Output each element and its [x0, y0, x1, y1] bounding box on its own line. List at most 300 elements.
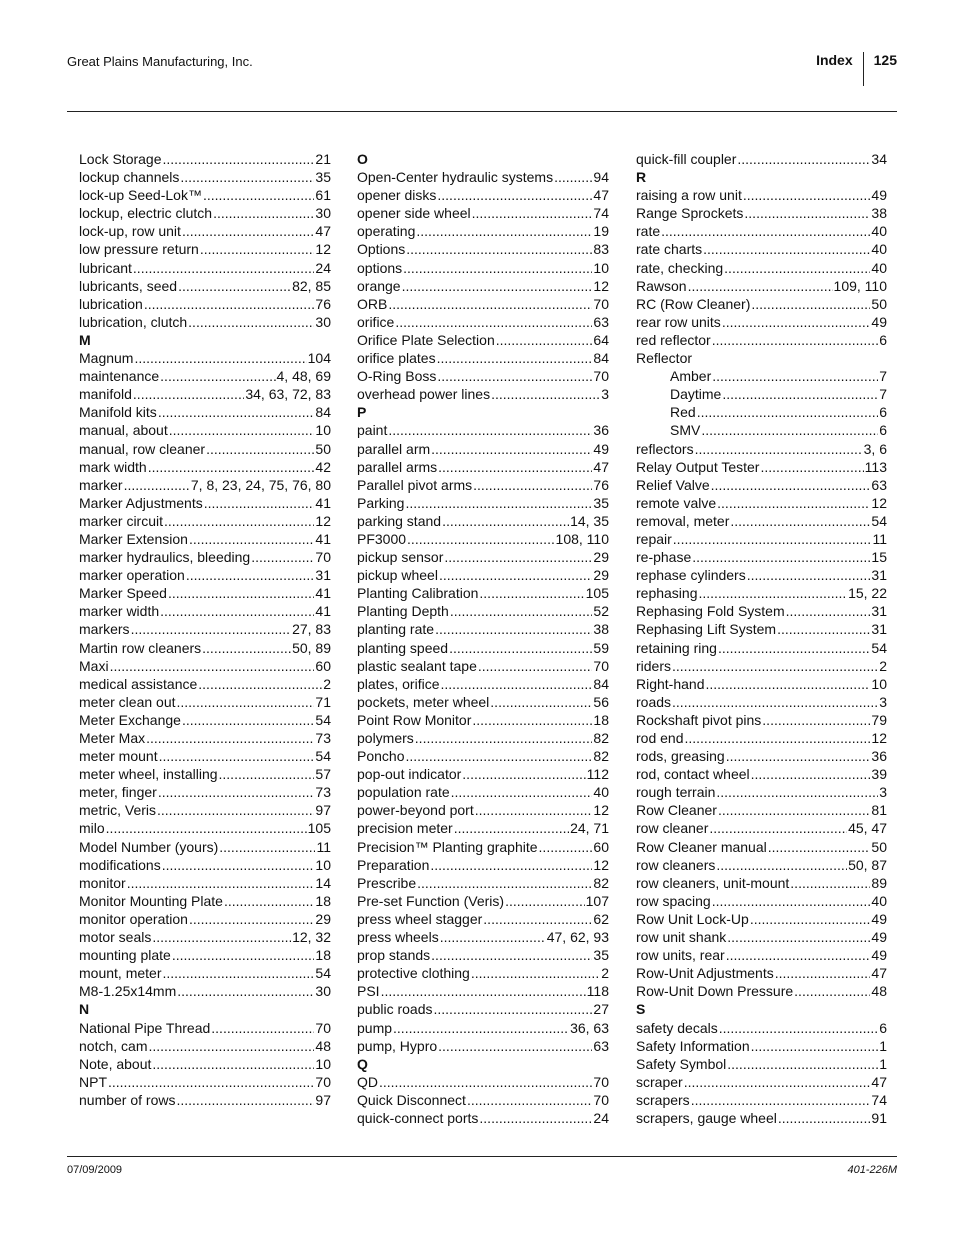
index-entry [636, 657, 887, 675]
dot-leader [439, 566, 592, 584]
entry-pages: 18 [315, 892, 331, 909]
entry-term: press wheels [357, 929, 439, 946]
index-entry [357, 711, 609, 729]
dot-leader [148, 458, 315, 476]
entry-term: operating [357, 223, 416, 240]
dot-leader [672, 657, 878, 675]
entry-term: overhead power lines [357, 386, 491, 403]
dot-leader [450, 602, 593, 620]
index-entry [636, 1019, 887, 1037]
index-entry [636, 892, 887, 910]
entry-term: O-Ring Boss [357, 368, 437, 385]
index-entry [636, 639, 887, 657]
index-entry [357, 1037, 609, 1055]
entry-term: row spacing [636, 892, 711, 909]
dot-leader [695, 440, 863, 458]
index-entry [79, 801, 331, 819]
entry-term: M [79, 331, 91, 348]
index-entry [636, 729, 887, 747]
index-entry [79, 240, 331, 258]
dot-leader [381, 982, 586, 1000]
entry-term: QD [357, 1073, 378, 1090]
entry-term: rod, contact wheel [636, 766, 750, 783]
entry-pages: 10 [593, 259, 609, 276]
dot-leader [437, 367, 592, 385]
dot-leader [388, 295, 592, 313]
entry-term: low pressure return [79, 241, 199, 258]
dot-leader [379, 1073, 592, 1091]
index-entry [79, 747, 331, 765]
dot-leader [490, 693, 592, 711]
entry-pages: 54 [871, 512, 887, 529]
index-entry [636, 277, 887, 295]
dot-leader [491, 385, 600, 403]
entry-term: NPT [79, 1073, 107, 1090]
index-entry [79, 512, 331, 530]
entry-term: Poncho [357, 748, 405, 765]
index-entry [636, 295, 887, 313]
index-entry [357, 928, 609, 946]
entry-term: remote valve [636, 494, 717, 511]
index-entry [357, 476, 609, 494]
entry-term: lock-up Seed-Lok™ [79, 187, 202, 204]
index-entry [79, 277, 331, 295]
entry-term: press wheel stagger [357, 910, 483, 927]
index-entry [357, 548, 609, 566]
dot-leader [718, 801, 870, 819]
entry-pages: 14, 35 [570, 512, 609, 529]
entry-pages: 105 [307, 820, 331, 837]
index-entry [636, 440, 887, 458]
entry-pages: 30 [315, 205, 331, 222]
company-name: Great Plains Manufacturing, Inc. [67, 54, 253, 69]
index-entry [79, 313, 331, 331]
index-entry [79, 711, 331, 729]
entry-term: pickup wheel [357, 567, 438, 584]
entry-term: polymers [357, 730, 414, 746]
entry-pages: 70 [315, 549, 331, 566]
dot-leader [206, 440, 314, 458]
entry-term: Rephasing Fold System [636, 603, 785, 620]
entry-term: Reflector [636, 350, 693, 367]
entry-pages: 1 [879, 1037, 887, 1054]
entry-term: red reflector [636, 331, 711, 348]
dot-leader [134, 349, 306, 367]
entry-term: power-beyond port [357, 802, 474, 819]
entry-term: Red [670, 404, 696, 421]
entry-pages: 112 [586, 766, 609, 783]
dot-leader [786, 602, 871, 620]
index-entry [79, 259, 331, 277]
dot-leader [437, 186, 592, 204]
entry-pages: 12 [315, 241, 331, 258]
entry-term: pump, Hypro [357, 1037, 438, 1054]
index-column-1 [79, 150, 331, 1109]
dot-leader [737, 150, 870, 168]
entry-term: retaining ring [636, 639, 717, 656]
dot-leader [106, 819, 307, 837]
entry-pages: 82 [593, 748, 609, 765]
entry-term: Manifold kits [79, 404, 157, 421]
index-entry [79, 295, 331, 313]
index-entry [636, 222, 887, 240]
dot-leader [496, 331, 593, 349]
entry-term: R [636, 169, 647, 186]
dot-leader [219, 765, 315, 783]
index-entry [79, 874, 331, 892]
entry-pages: 49 [593, 440, 609, 457]
entry-pages: 59 [593, 639, 609, 656]
dot-leader [415, 729, 593, 747]
entry-term: ORB [357, 295, 388, 312]
entry-pages: 10 [871, 675, 887, 692]
index-entry [636, 584, 887, 602]
dot-leader [479, 584, 584, 602]
entry-term: pop-out indicator [357, 766, 462, 783]
dot-leader [430, 856, 592, 874]
entry-term: rods, greasing [636, 748, 725, 765]
entry-pages: 35 [315, 169, 331, 186]
dot-leader [554, 168, 592, 186]
entry-pages: 10 [315, 422, 331, 439]
entry-pages: 7, 8, 23, 24, 75, 76, 80 [190, 476, 331, 493]
entry-term: Quick Disconnect [357, 1091, 466, 1108]
dot-leader [438, 1037, 592, 1055]
entry-term: S [636, 1001, 646, 1018]
index-entry [357, 657, 609, 675]
index-entry [79, 856, 331, 874]
entry-pages: 3 [879, 693, 887, 710]
index-entry [357, 982, 609, 1000]
dot-leader [440, 928, 546, 946]
index-entry [357, 458, 609, 476]
entry-pages: 94 [593, 169, 609, 186]
entry-term: meter clean out [79, 693, 176, 710]
entry-term: lubricant [79, 259, 132, 276]
index-letter-heading [357, 1055, 609, 1073]
dot-leader [751, 1037, 879, 1055]
entry-term: orange [357, 277, 401, 294]
dot-leader [405, 747, 592, 765]
index-entry [79, 150, 331, 168]
index-entry [636, 259, 887, 277]
dot-leader [478, 657, 593, 675]
dot-leader [730, 512, 870, 530]
index-entry [636, 313, 887, 331]
dot-leader [472, 711, 592, 729]
footer-doc-number: 401-226M [847, 1164, 897, 1176]
index-entry [79, 349, 331, 367]
dot-leader [473, 476, 592, 494]
entry-pages: 70 [315, 1019, 331, 1036]
dot-leader [442, 512, 569, 530]
index-entry [636, 349, 887, 367]
entry-pages: 38 [871, 205, 887, 222]
index-entry [636, 910, 887, 928]
index-entry [357, 295, 609, 313]
index-entry [636, 1109, 887, 1127]
dot-leader [716, 783, 878, 801]
entry-pages: 74 [593, 205, 609, 222]
dot-leader [471, 964, 600, 982]
entry-term: milo [79, 820, 105, 837]
dot-leader [790, 874, 870, 892]
index-entry [79, 639, 331, 657]
dot-leader [177, 693, 315, 711]
entry-term: paint [357, 422, 388, 439]
index-entry [357, 910, 609, 928]
entry-term: Relay Output Tester [636, 458, 760, 475]
entry-term: Right-hand [636, 675, 705, 692]
dot-leader [158, 403, 315, 421]
entry-term: National Pipe Thread [79, 1019, 211, 1036]
entry-term: Point Row Monitor [357, 711, 472, 728]
dot-leader [437, 349, 593, 367]
entry-pages: 27, 83 [292, 621, 331, 638]
index-entry [636, 1055, 887, 1073]
entry-term: rephase cylinders [636, 567, 746, 584]
index-entry [636, 421, 887, 439]
entry-term: mounting plate [79, 947, 171, 964]
dot-leader [475, 801, 593, 819]
dot-leader [726, 946, 871, 964]
entry-pages: 10 [315, 856, 331, 873]
dot-leader [454, 819, 569, 837]
dot-leader [163, 150, 315, 168]
entry-term: precision meter [357, 820, 453, 837]
entry-pages: 60 [315, 657, 331, 674]
index-letter-heading [357, 150, 609, 168]
dot-leader [188, 313, 314, 331]
entry-term: RC (Row Cleaner) [636, 295, 751, 312]
entry-pages: 35 [593, 947, 609, 964]
index-entry [357, 964, 609, 982]
entry-pages: 1 [879, 1055, 887, 1072]
index-entry [636, 494, 887, 512]
entry-pages: 70 [593, 1073, 609, 1090]
entry-pages: 47 [593, 187, 609, 204]
index-entry [357, 1019, 609, 1037]
index-entry [636, 856, 887, 874]
entry-pages: 84 [593, 675, 609, 692]
entry-pages: 7 [879, 386, 887, 403]
index-entry [79, 1037, 331, 1055]
entry-term: Q [357, 1055, 368, 1072]
dot-leader [148, 1037, 314, 1055]
index-entry [357, 819, 609, 837]
index-entry [636, 783, 887, 801]
index-entry [636, 675, 887, 693]
entry-term: parallel arms [357, 458, 438, 475]
entry-pages: 81 [871, 802, 887, 819]
index-entry [79, 367, 331, 385]
index-entry [79, 440, 331, 458]
index-letter-heading [79, 1000, 331, 1018]
index-entry [79, 1055, 331, 1073]
index-entry [357, 747, 609, 765]
index-entry [357, 1000, 609, 1018]
dot-leader [403, 259, 592, 277]
entry-pages: 41 [315, 530, 331, 547]
index-entry [79, 765, 331, 783]
entry-term: meter mount [79, 748, 158, 765]
index-entry [636, 204, 887, 222]
entry-pages: 18 [593, 711, 609, 728]
index-entry [357, 602, 609, 620]
entry-term: row unit shank [636, 929, 727, 946]
dot-leader [127, 874, 315, 892]
dot-leader [449, 639, 592, 657]
entry-pages: 97 [315, 802, 331, 819]
entry-term: Open-Center hydraulic systems [357, 169, 554, 186]
entry-term: Maxi [79, 657, 109, 674]
index-entry [357, 530, 609, 548]
entry-pages: 2 [601, 965, 609, 982]
entry-pages: 35 [593, 494, 609, 511]
dot-leader [395, 313, 592, 331]
dot-leader [131, 620, 292, 638]
entry-pages: 6 [879, 422, 887, 439]
dot-leader [717, 494, 870, 512]
dot-leader [712, 892, 871, 910]
entry-pages: 84 [593, 350, 609, 367]
entry-term: Safety Symbol [636, 1055, 727, 1072]
dot-leader [146, 729, 314, 747]
index-entry [636, 982, 887, 1000]
entry-pages: 118 [586, 983, 609, 1000]
entry-pages: 6 [879, 404, 887, 421]
entry-pages: 84 [315, 404, 331, 421]
entry-term: population rate [357, 784, 450, 801]
entry-term: scrapers [636, 1091, 690, 1108]
dot-leader [743, 186, 871, 204]
dot-leader [701, 421, 878, 439]
index-entry [357, 693, 609, 711]
dot-leader [435, 620, 592, 638]
index-entry [79, 620, 331, 638]
entry-pages: 3, 6 [863, 440, 887, 457]
dot-leader [203, 186, 314, 204]
entry-pages: 91 [871, 1109, 887, 1126]
entry-pages: 41 [315, 494, 331, 511]
entry-pages: 49 [871, 187, 887, 204]
dot-leader [483, 910, 592, 928]
entry-pages: 47 [871, 965, 887, 982]
entry-term: removal, meter [636, 512, 730, 529]
index-entry [636, 765, 887, 783]
dot-leader [438, 458, 592, 476]
entry-pages: 63 [593, 313, 609, 330]
entry-pages: 56 [593, 693, 609, 710]
entry-term: Marker Adjustments [79, 494, 203, 511]
page-header [816, 52, 897, 86]
entry-pages: 40 [871, 241, 887, 258]
dot-leader [750, 910, 871, 928]
entry-term: Daytime [670, 386, 722, 403]
bottom-rule [67, 1156, 897, 1157]
index-entry [357, 367, 609, 385]
dot-leader [164, 512, 314, 530]
entry-pages: 40 [871, 259, 887, 276]
entry-pages: 19 [593, 223, 609, 240]
index-entry [357, 675, 609, 693]
entry-pages: 12 [593, 277, 609, 294]
dot-leader [444, 548, 592, 566]
entry-term: SMV [670, 422, 701, 439]
entry-term: medical assistance [79, 675, 198, 692]
dot-leader [684, 1073, 871, 1091]
dot-leader [144, 295, 315, 313]
entry-term: O [357, 151, 368, 167]
index-entry [636, 747, 887, 765]
index-entry [636, 476, 887, 494]
index-entry [357, 729, 609, 747]
entry-pages: 11 [316, 838, 331, 855]
entry-pages: 63 [593, 1037, 609, 1054]
index-entry [636, 530, 887, 548]
entry-term: mark width [79, 458, 147, 475]
index-entry [357, 783, 609, 801]
entry-pages: 83 [593, 241, 609, 258]
entry-term: Parallel pivot arms [357, 476, 473, 493]
entry-pages: 12, 32 [292, 929, 331, 946]
index-entry [357, 1091, 609, 1109]
dot-leader [157, 801, 314, 819]
entry-term: marker width [79, 603, 160, 620]
index-entry [636, 566, 887, 584]
entry-term: scrapers, gauge wheel [636, 1109, 777, 1126]
entry-pages: 82 [593, 730, 609, 746]
entry-pages: 70 [593, 295, 609, 312]
entry-term: rate, checking [636, 259, 724, 276]
entry-term: Marker Speed [79, 585, 167, 602]
index-entry [357, 259, 609, 277]
entry-pages: 97 [315, 1091, 331, 1108]
entry-pages: 49 [871, 910, 887, 927]
entry-term: rod end [636, 730, 684, 746]
dot-leader [505, 892, 585, 910]
entry-term: Lock Storage [79, 151, 162, 167]
dot-leader [406, 240, 592, 258]
entry-pages: 12 [871, 730, 887, 746]
dot-leader [711, 476, 871, 494]
index-entry [79, 168, 331, 186]
index-entry [636, 693, 887, 711]
entry-term: safety decals [636, 1019, 718, 1036]
entry-pages: 113 [864, 458, 887, 475]
dot-leader [189, 910, 314, 928]
dot-leader [794, 982, 870, 1000]
entry-pages: 2 [879, 657, 887, 674]
entry-pages: 107 [585, 892, 609, 909]
dot-leader [692, 548, 870, 566]
entry-term: re-phase [636, 549, 692, 566]
entry-term: marker circuit [79, 512, 164, 529]
entry-pages: 50 [315, 440, 331, 457]
dot-leader [778, 1109, 871, 1127]
entry-pages: 76 [315, 295, 331, 312]
dot-leader [186, 566, 315, 584]
entry-pages: 38 [593, 621, 609, 638]
dot-leader [204, 494, 315, 512]
entry-pages: 108, 110 [555, 530, 609, 547]
entry-term: marker operation [79, 567, 185, 584]
entry-pages: 31 [871, 621, 887, 638]
entry-term: P [357, 404, 367, 421]
entry-term: raising a row unit [636, 187, 742, 204]
dot-leader [716, 856, 847, 874]
entry-pages: 12 [871, 494, 887, 511]
